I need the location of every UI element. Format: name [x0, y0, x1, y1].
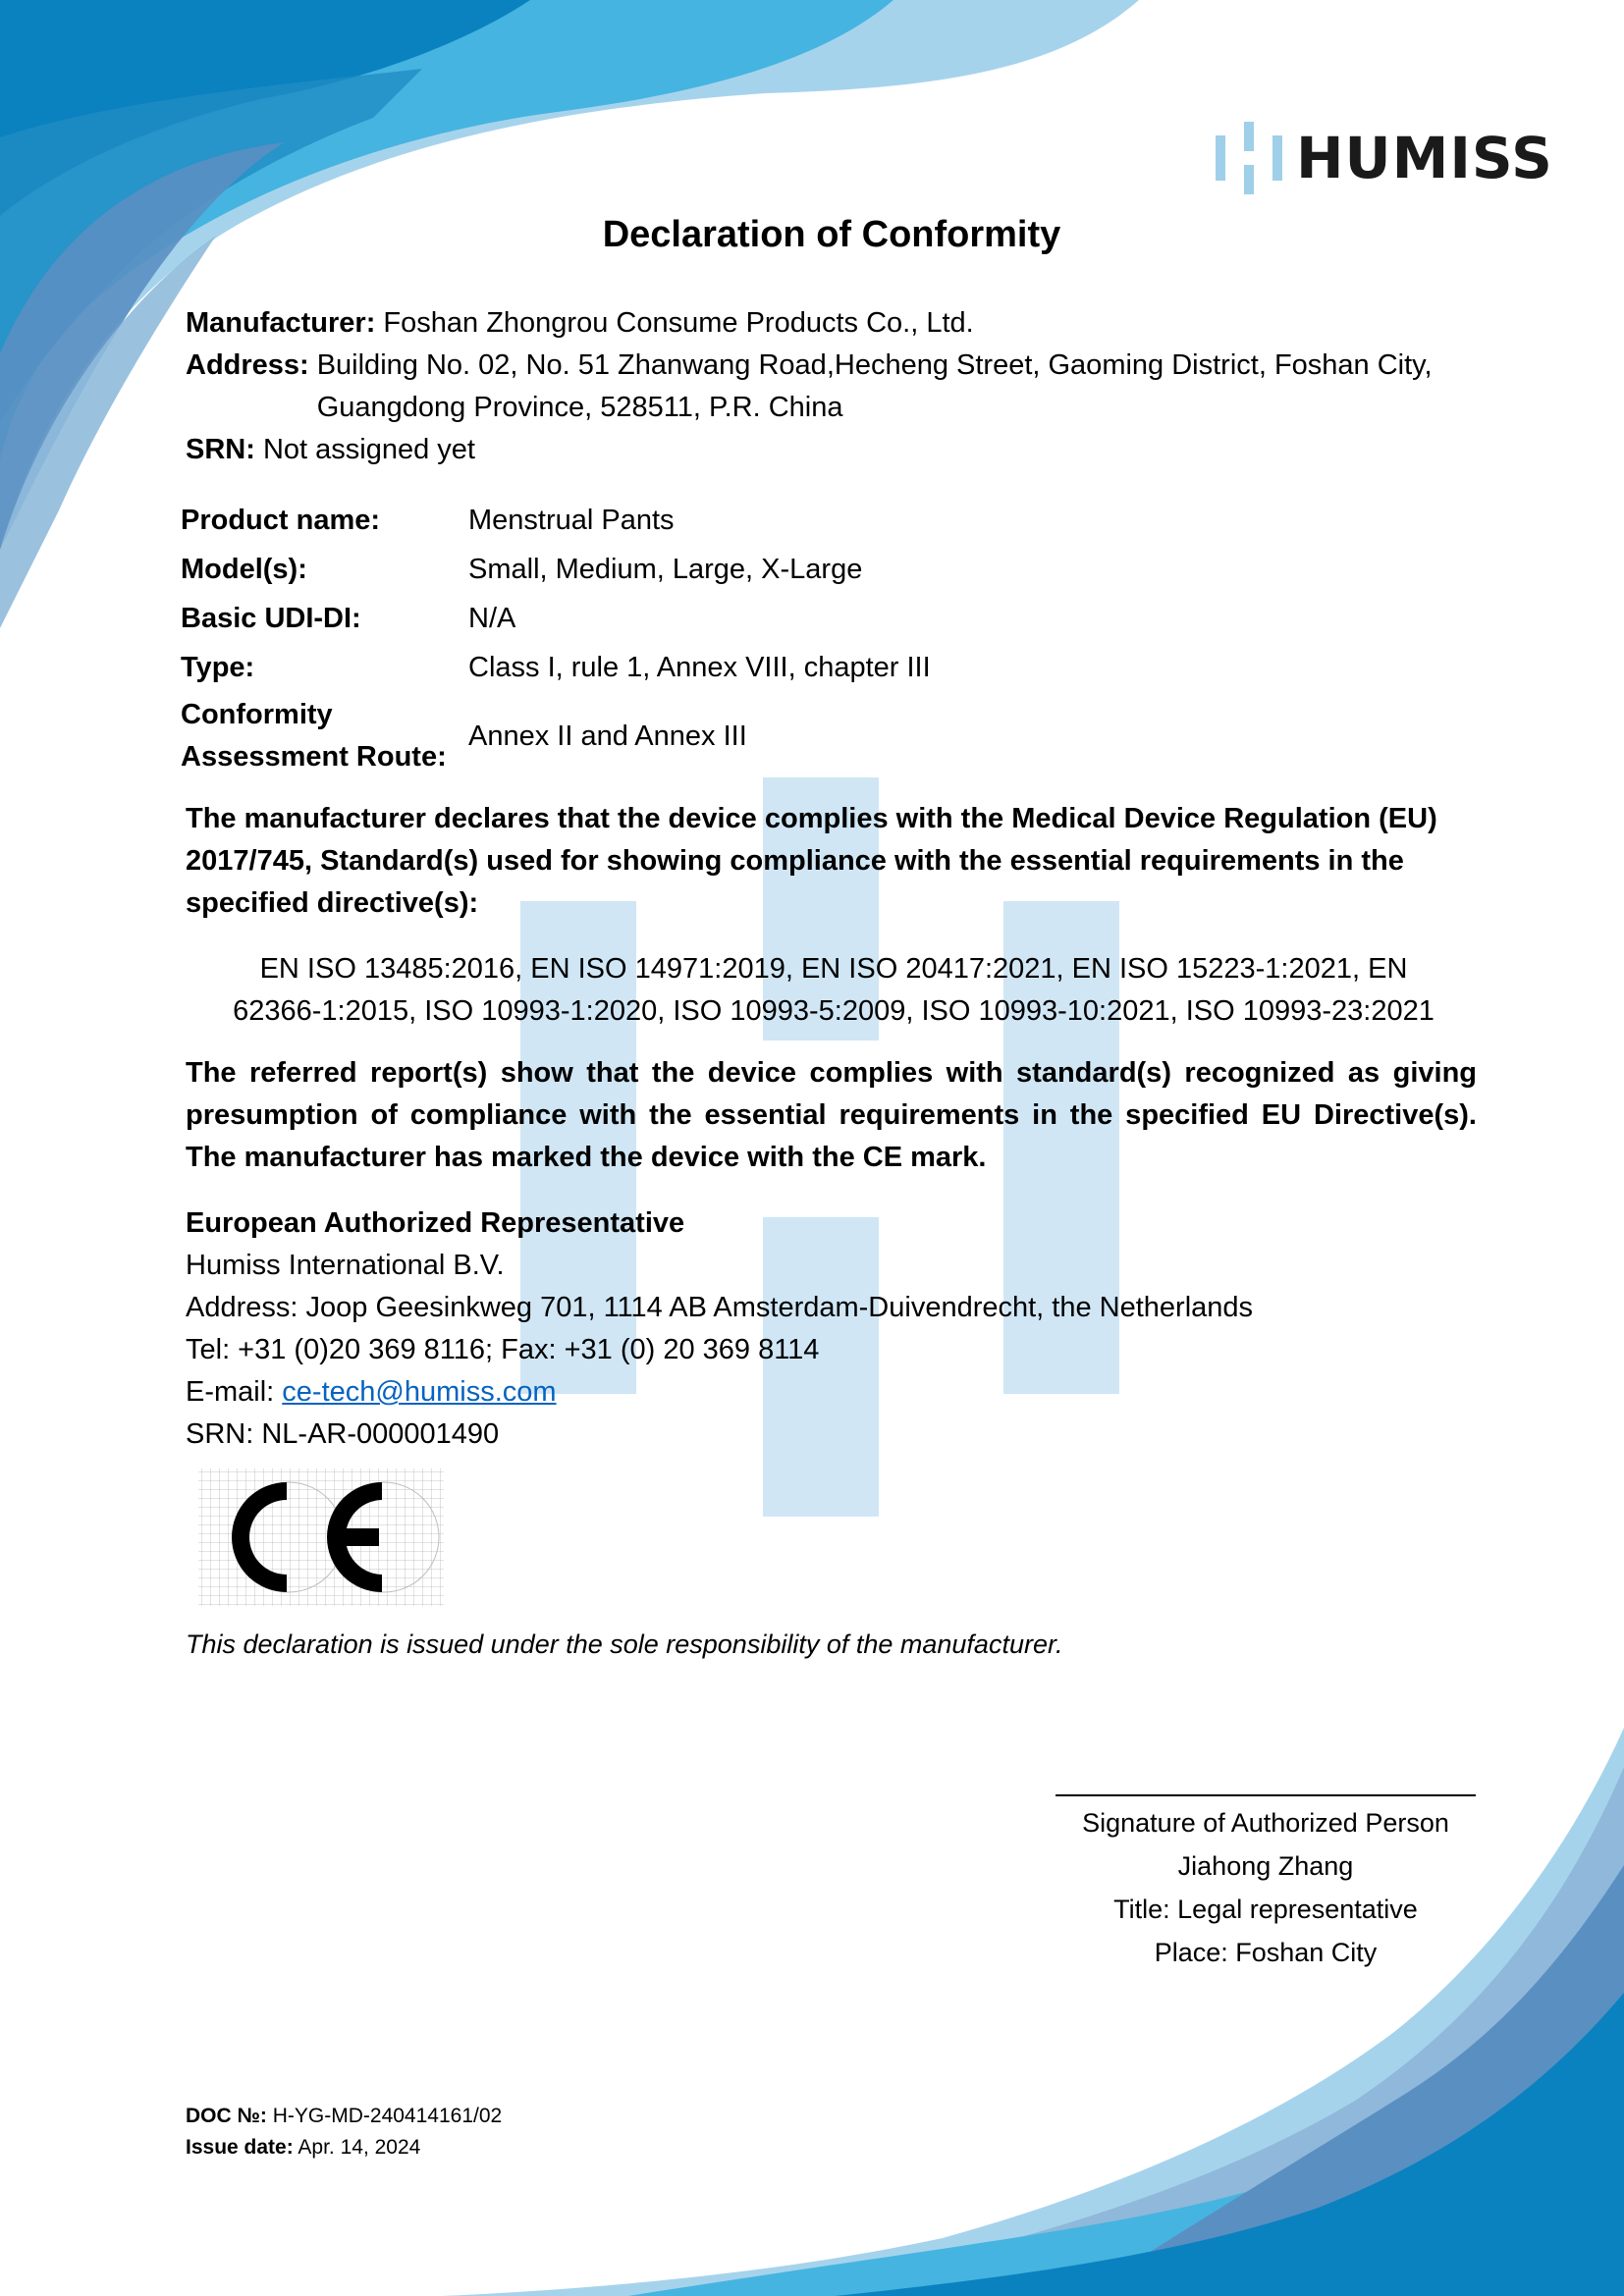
route-label-line-1: Conformity: [181, 699, 333, 730]
manufacturer-value: Foshan Zhongrou Consume Products Co., Ltd.: [383, 307, 974, 339]
standards-line-1: EN ISO 13485:2016, EN ISO 14971:2019, EN ISO 20417:2021, EN ISO 15223-1:2021, EN: [259, 953, 1408, 985]
route-value: Annex II and Annex III: [468, 720, 747, 752]
product-row-route: [181, 692, 1261, 780]
standards-line-2: 62366-1:2015, ISO 10993-1:2020, ISO 10993-5:2009, ISO 10993-10:2021, ISO 10993-23:2021: [233, 995, 1435, 1027]
signatory-place: Place: Foshan City: [1154, 1938, 1378, 1967]
type-value: Class I, rule 1, Annex VIII, chapter III: [468, 651, 931, 683]
manufacturer-block: [186, 302, 1501, 471]
type-label: Type:: [181, 651, 255, 683]
product-name-value: Menstrual Pants: [468, 504, 675, 536]
address-line-2: Guangdong Province, 528511, P.R. China: [316, 392, 843, 423]
address-line-1: Building No. 02, No. 51 Zhanwang Road,Hecheng Street, Gaoming District, Foshan City,: [316, 349, 1433, 381]
humiss-h-mark-icon: [1216, 122, 1282, 194]
product-row-udi: [181, 594, 1261, 643]
product-row-name: [181, 496, 1261, 545]
eu-rep-srn: SRN: NL-AR-000001490: [186, 1418, 500, 1450]
eu-rep-email-row: [186, 1371, 1482, 1414]
signatory-title: Title: Legal representative: [1113, 1895, 1418, 1924]
eu-representative-block: [186, 1202, 1482, 1456]
email-label: E-mail:: [186, 1376, 283, 1408]
route-label: [181, 694, 468, 778]
signatory-name: Jiahong Zhang: [1177, 1851, 1354, 1881]
product-info-table: [181, 496, 1261, 780]
srn-value: Not assigned yet: [262, 434, 475, 465]
product-name-label: Product name:: [181, 504, 381, 536]
page-title: Declaration of Conformity: [602, 214, 1061, 255]
eu-rep-heading: European Authorized Representative: [186, 1207, 685, 1239]
standards-list: [186, 948, 1482, 1033]
models-label: Model(s):: [181, 553, 307, 585]
route-label-line-2: Assessment Route:: [181, 741, 447, 773]
doc-number-label: DOC №:: [186, 2105, 267, 2127]
email-link[interactable]: ce-tech@humiss.com: [282, 1376, 557, 1408]
issue-date-row: [186, 2132, 502, 2163]
models-value: Small, Medium, Large, X-Large: [468, 553, 863, 585]
doc-number-row: [186, 2101, 502, 2132]
udi-label: Basic UDI-DI:: [181, 602, 361, 634]
address-row: [186, 345, 1501, 429]
document-info: [186, 2101, 502, 2163]
product-row-models: [181, 545, 1261, 594]
manufacturer-row: [186, 302, 1501, 345]
srn-label: SRN:: [186, 434, 255, 465]
reports-statement: The referred report(s) show that the device complies with standard(s) recognized as giving presumption of compliance with the essential requirements in the specified EU Directive(s). The manufacturer has marked the device with the CE mark.: [186, 1057, 1477, 1173]
eu-rep-address: Address: Joop Geesinkweg 701, 1114 AB Amsterdam-Duivendrecht, the Netherlands: [186, 1292, 1254, 1323]
brand-name: HUMISS: [1296, 125, 1553, 191]
udi-value: N/A: [468, 602, 516, 634]
eu-rep-company: Humiss International B.V.: [186, 1250, 505, 1281]
address-label: Address:: [186, 349, 309, 381]
signature-line: [1056, 1794, 1476, 1796]
ce-mark-icon: [192, 1463, 450, 1612]
product-row-type: [181, 643, 1261, 692]
srn-row: [186, 429, 1501, 471]
signature-block: [1056, 1801, 1476, 1974]
manufacturer-label: Manufacturer:: [186, 307, 376, 339]
issue-date-label: Issue date:: [186, 2136, 294, 2159]
responsibility-note: This declaration is issued under the sole responsibility of the manufacturer.: [186, 1629, 1063, 1659]
issue-date-value: Apr. 14, 2024: [298, 2136, 421, 2159]
declaration-statement: The manufacturer declares that the device complies with the Medical Device Regulation (EU) 2017/745, Standard(s) used for showing compliance with the essential requirements in the specified directive(s):: [186, 803, 1437, 919]
signature-caption: Signature of Authorized Person: [1082, 1808, 1449, 1838]
doc-number-value: H-YG-MD-240414161/02: [272, 2105, 503, 2127]
humiss-logo: [1216, 120, 1553, 196]
eu-rep-phone-fax: Tel: +31 (0)20 369 8116; Fax: +31 (0) 20 369 8114: [186, 1334, 820, 1365]
